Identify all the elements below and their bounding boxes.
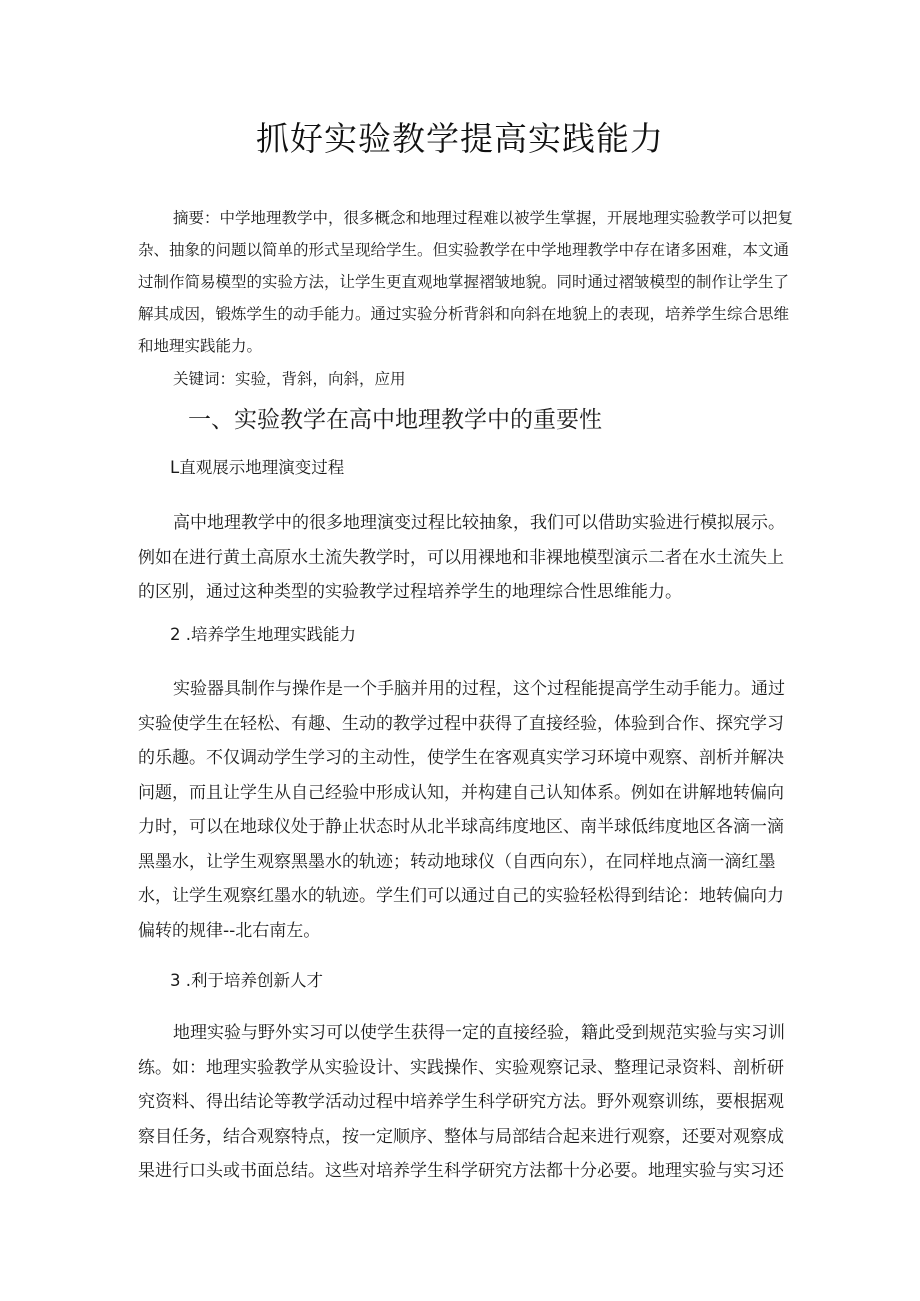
subsection-heading-1: L直观展示地理演变过程 [170,458,345,477]
subsection-heading-3: 3 .利于培养创新人才 [170,971,323,990]
keywords-line: 关键词：实验，背斜，向斜，应用 [173,370,406,388]
subsection-3-body: 地理实验与野外实习可以使学生获得一定的直接经验，籍此受到规范实验与实习训练。如：地理实验教学从实验设计、实践操作、实验观察记录、整理记录资料、剖析研究资料、得出结论等教学活动过程中培养学生科学研究方法。野外观察训练，要根据观察目任务，结合观察特点，按一定顺序、整体与局部结合起来进行观察，还要对观察成果进行口头或书面总结。这些对培养学生科学研究方法都十分必要。地理实验与实习还 [138,1023,785,1181]
subsection-1-body: 高中地理教学中的很多地理演变过程比较抽象，我们可以借助实验进行模拟展示。例如在进行黄土高原水土流失教学时，可以用裸地和非裸地模型演示二者在水土流失上的区别，通过这种类型的实验教学过程培养学生的地理综合性思维能力。 [138,513,785,602]
subsection-2-body: 实验器具制作与操作是一个手脑并用的过程，这个过程能提高学生动手能力。通过实验使学生在轻松、有趣、生动的教学过程中获得了直接经验，体验到合作、探究学习的乐趣。不仅调动学生学习的主动性，使学生在客观真实学习环境中观察、剖析并解决问题，而且让学生从自己经验中形成认知，并构建自己认知体系。例如在讲解地转偏向力时，可以在地球仪处于静止状态时从北半球高纬度地区、南半球低纬度地区各滴一滴黑墨水，让学生观察黑墨水的轨迹；转动地球仪（自西向东），在同样地点滴一滴红墨水，让学生观察红墨水的轨迹。学生们可以通过自己的实验轻松得到结论：地转偏向力偏转的规律--北右南左。 [138,679,785,941]
subsection-heading-2: 2 .培养学生地理实践能力 [170,625,356,644]
document-title: 抓好实验教学提高实践能力 [256,119,664,158]
section-heading-1: 一、实验教学在高中地理教学中的重要性 [188,407,602,433]
abstract-paragraph: 摘要：中学地理教学中，很多概念和地理过程难以被学生掌握，开展地理实验教学可以把复杂、抽象的问题以简单的形式呈现给学生。但实验教学在中学地理教学中存在诸多困难，本文通过制作简易模型的实验方法，让学生更直观地掌握褶皱地貌。同时通过褶皱模型的制作让学生了解其成因，锻炼学生的动手能力。通过实验分析背斜和向斜在地貌上的表现，培养学生综合思维和地理实践能力。 [138,209,794,355]
